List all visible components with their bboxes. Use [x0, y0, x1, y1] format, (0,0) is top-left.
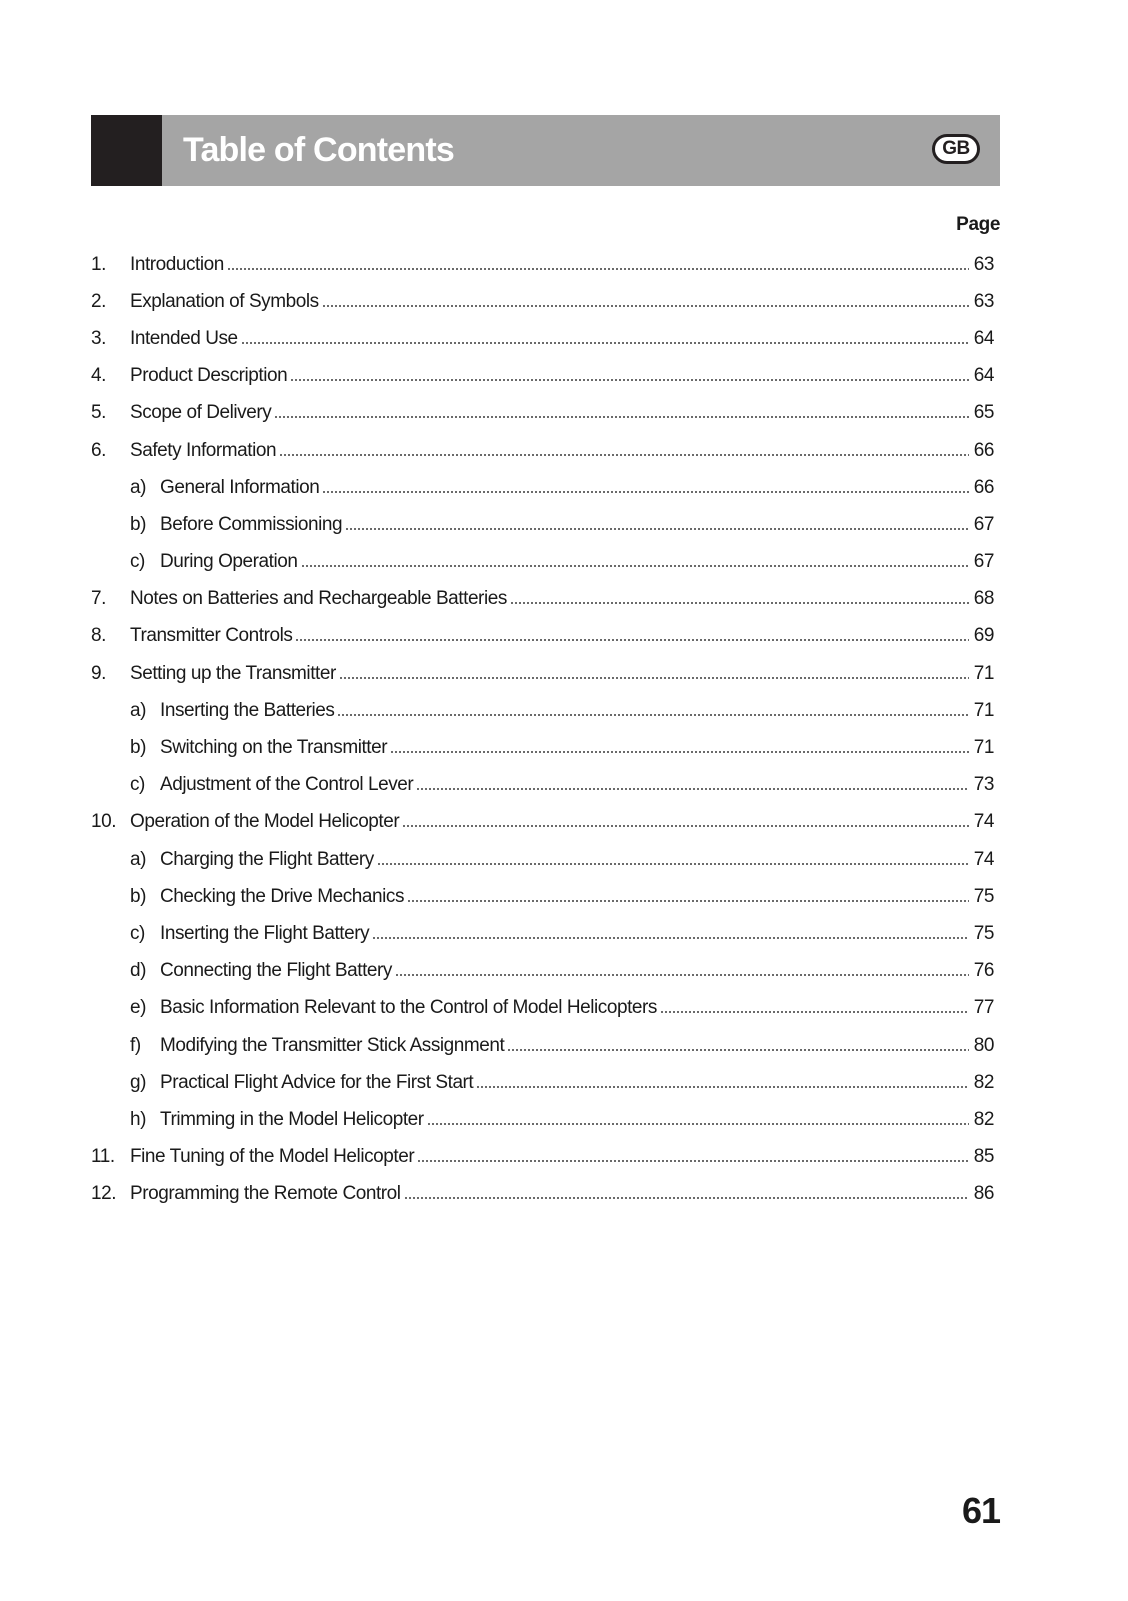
page-column-label: Page: [956, 214, 1000, 235]
toc-entry: [91, 1139, 994, 1176]
toc-entry: [91, 506, 994, 543]
toc-entry-page: 86: [973, 1183, 994, 1205]
toc-entry: [91, 878, 994, 915]
toc-entry-page: 71: [973, 737, 994, 759]
toc-entry-page: 76: [973, 960, 994, 982]
toc-entry-page: 74: [973, 848, 994, 870]
toc-entry-number: 1.: [91, 253, 106, 275]
toc-entry-title: Safety Information: [130, 439, 277, 461]
dot-leader: [295, 638, 969, 642]
toc-entry-title: Inserting the Flight Battery: [160, 922, 370, 944]
toc-entry: [91, 246, 994, 283]
toc-entry-title: Programming the Remote Control: [130, 1183, 401, 1205]
toc-entry-letter: a): [130, 476, 146, 498]
toc-entry-title: Inserting the Batteries: [160, 699, 335, 721]
toc-entry: [91, 432, 994, 469]
dot-leader: [345, 527, 969, 531]
toc-entry: [91, 618, 994, 655]
dot-leader: [402, 824, 969, 828]
toc-entry: [91, 841, 994, 878]
toc-entry-title: General Information: [160, 476, 320, 498]
toc-entry-page: 75: [973, 922, 994, 944]
toc-entry-page: 85: [973, 1146, 994, 1168]
toc-entry: [91, 1027, 994, 1064]
toc-entry-page: 71: [973, 699, 994, 721]
toc-entry-number: 3.: [91, 327, 106, 349]
toc-entry-page: 64: [973, 327, 994, 349]
dot-leader: [660, 1010, 969, 1014]
toc-entry-page: 65: [973, 402, 994, 424]
toc-entry-title: Practical Flight Advice for the First Start: [160, 1071, 474, 1093]
toc-entry-page: 68: [973, 588, 994, 610]
dot-leader: [339, 676, 969, 680]
page-title: Table of Contents: [183, 131, 454, 169]
toc-entry-page: 69: [973, 625, 994, 647]
toc-entry-letter: a): [130, 699, 146, 721]
toc-entry-page: 82: [973, 1071, 994, 1093]
toc-entry: [91, 395, 994, 432]
toc-entry-number: 9.: [91, 662, 106, 684]
toc-entry: [91, 320, 994, 357]
dot-leader: [427, 1122, 969, 1126]
toc-entry-page: 63: [973, 290, 994, 312]
toc-entry-title: Product Description: [130, 365, 288, 387]
dot-leader: [404, 1196, 969, 1200]
toc-entry: [91, 729, 994, 766]
toc-entry-title: Checking the Drive Mechanics: [160, 885, 405, 907]
toc-entry-page: 73: [973, 774, 994, 796]
toc-entry: [91, 358, 994, 395]
dot-leader: [416, 787, 969, 791]
dot-leader: [395, 973, 969, 977]
toc-entry-number: 7.: [91, 588, 106, 610]
toc-entry: [91, 1176, 994, 1213]
toc-entry-title: Introduction: [130, 253, 224, 275]
header-bar: [91, 115, 1000, 186]
dot-leader: [390, 750, 969, 754]
dot-leader: [507, 1048, 969, 1052]
toc-entry-title: Connecting the Flight Battery: [160, 960, 392, 982]
toc-entry-page: 66: [973, 476, 994, 498]
dot-leader: [279, 453, 969, 457]
toc-entry-title: During Operation: [160, 551, 298, 573]
toc-entry-letter: h): [130, 1108, 146, 1130]
toc-entry-title: Modifying the Transmitter Stick Assignment: [160, 1034, 505, 1056]
toc-entry-title: Operation of the Model Helicopter: [130, 811, 400, 833]
toc-entry-title: Basic Information Relevant to the Control of Model Helicopters: [160, 997, 657, 1019]
toc-entry: [91, 915, 994, 952]
dot-leader: [407, 899, 969, 903]
toc-entry-letter: b): [130, 513, 146, 535]
toc-entry-letter: c): [130, 551, 145, 573]
dot-leader: [417, 1159, 969, 1163]
toc-entry-page: 82: [973, 1108, 994, 1130]
toc-entry-title: Setting up the Transmitter: [130, 662, 336, 684]
toc-entry-letter: d): [130, 960, 146, 982]
toc-entry-number: 10.: [91, 811, 117, 833]
toc-entry-number: 4.: [91, 365, 106, 387]
toc-entry-letter: c): [130, 774, 145, 796]
toc-entry-title: Notes on Batteries and Rechargeable Batteries: [130, 588, 507, 610]
toc-entry-title: Adjustment of the Control Lever: [160, 774, 414, 796]
toc-entry: [91, 990, 994, 1027]
toc-entry-number: 11.: [91, 1146, 115, 1168]
dot-leader: [322, 490, 969, 494]
toc-entry-page: 67: [973, 551, 994, 573]
dot-leader: [372, 936, 969, 940]
toc-entry-number: 12.: [91, 1183, 117, 1205]
toc-entry-page: 71: [973, 662, 994, 684]
toc-entry-page: 77: [973, 997, 994, 1019]
toc-entry-page: 67: [973, 513, 994, 535]
toc-entry: [91, 655, 994, 692]
toc-entry-title: Switching on the Transmitter: [160, 737, 388, 759]
dot-leader: [301, 564, 970, 568]
toc-entry: [91, 1064, 994, 1101]
dot-leader: [274, 415, 969, 419]
dot-leader: [510, 601, 969, 605]
toc-entry-title: Explanation of Symbols: [130, 290, 319, 312]
language-badge: GB: [932, 134, 980, 164]
dot-leader: [227, 267, 969, 271]
dot-leader: [241, 341, 969, 345]
header-accent-block: [91, 115, 162, 186]
toc-entry-letter: b): [130, 885, 146, 907]
toc-entry-page: 63: [973, 253, 994, 275]
toc-entry-letter: g): [130, 1071, 146, 1093]
toc-entry: [91, 581, 994, 618]
toc-entry-letter: f): [130, 1034, 141, 1056]
toc-entry-letter: e): [130, 997, 146, 1019]
toc-entry-page: 75: [973, 885, 994, 907]
toc-entry-number: 2.: [91, 290, 106, 312]
toc-entry-number: 6.: [91, 439, 106, 461]
toc-entry: [91, 804, 994, 841]
toc-entry-number: 5.: [91, 402, 106, 424]
toc-entry: [91, 283, 994, 320]
page-number: 61: [961, 1490, 1000, 1531]
dot-leader: [290, 378, 969, 382]
toc-entry-letter: c): [130, 922, 145, 944]
toc-entry-letter: b): [130, 737, 146, 759]
toc-entry-number: 8.: [91, 625, 106, 647]
toc-entry-title: Charging the Flight Battery: [160, 848, 374, 870]
toc-entry-letter: a): [130, 848, 146, 870]
toc-entry: [91, 767, 994, 804]
toc-entry-page: 80: [973, 1034, 994, 1056]
dot-leader: [337, 713, 969, 717]
toc-entry-title: Scope of Delivery: [130, 402, 272, 424]
dot-leader: [322, 304, 969, 308]
toc-entry-title: Before Commissioning: [160, 513, 343, 535]
toc-entry: [91, 1101, 994, 1138]
toc-entry-title: Trimming in the Model Helicopter: [160, 1108, 424, 1130]
table-of-contents: [91, 246, 994, 1213]
toc-entry-title: Intended Use: [130, 327, 238, 349]
toc-entry: [91, 953, 994, 990]
toc-entry-page: 74: [973, 811, 994, 833]
toc-entry: [91, 544, 994, 581]
toc-entry-title: Fine Tuning of the Model Helicopter: [130, 1146, 415, 1168]
toc-entry-page: 66: [973, 439, 994, 461]
dot-leader: [476, 1085, 969, 1089]
toc-entry: [91, 692, 994, 729]
toc-entry: [91, 469, 994, 506]
toc-entry-page: 64: [973, 365, 994, 387]
toc-entry-title: Transmitter Controls: [130, 625, 293, 647]
dot-leader: [377, 862, 969, 866]
